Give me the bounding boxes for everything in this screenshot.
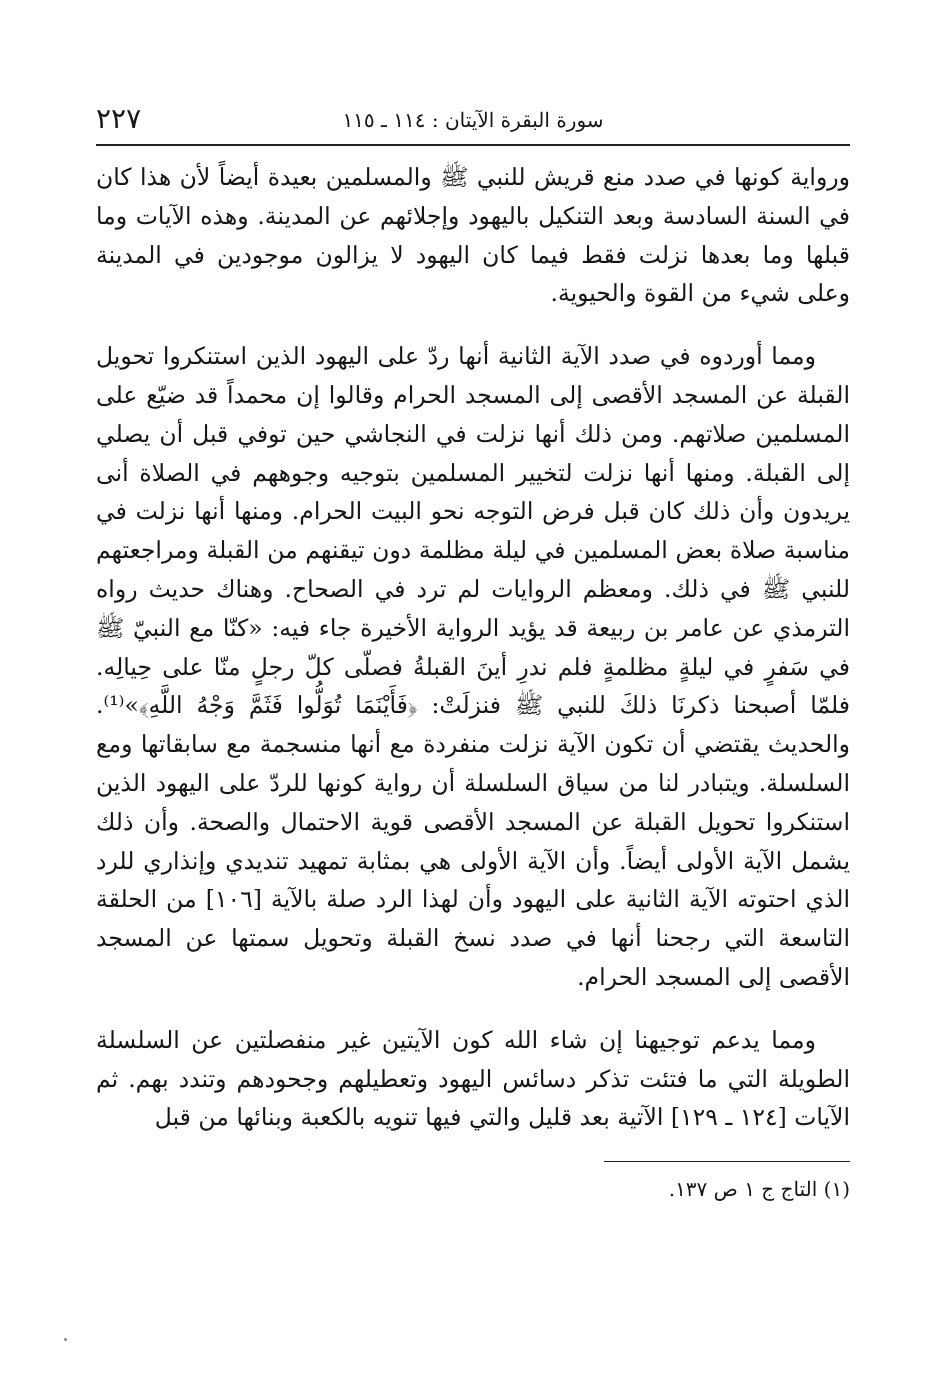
page-header (96, 100, 850, 140)
body-text (96, 158, 850, 1137)
footnote-rule (604, 1161, 850, 1162)
paragraph-3: ومما يدعم توجيهنا إن شاء الله كون الآيتين غير منفصلتين عن السلسلة الطويلة التي ما فتئت تذكر دسائس اليهود وتعطيلهم وجحودهم وتندد بهم. ثم الآيات [١٢٤ ـ ١٢٩] الآتية بعد قليل والتي فيها تنويه بالكعبة وبنائها من قبل (96, 1025, 850, 1132)
paragraph-1: ورواية كونها في صدد منع قريش للنبي ﷺ والمسلمين بعيدة أيضاً لأن هذا كان في السنة السادسة وبعد التنكيل باليهود وإجلائهم عن المدينة. وهذه الآيات وما قبلها وما بعدها نزلت فقط فيما كان اليهود لا يزالون موجودين في المدينة وعلى شيء من القوة والحيوية. (96, 163, 850, 308)
page-number: ٢٢٧ (96, 102, 142, 135)
running-title: سورة البقرة الآيتان : ١١٤ ـ ١١٥ (342, 108, 604, 132)
header-rule (96, 144, 850, 146)
footnote: (١) التاج ج ١ ص ١٣٧. (668, 1177, 850, 1202)
scan-speck (64, 1338, 67, 1341)
paragraph-2: ومما أوردوه في صدد الآية الثانية أنها ردّ على اليهود الذين استنكروا تحويل القبلة عن المسجد الأقصى إلى المسجد الحرام وقالوا إن محمداً قد ضيّع على المسلمين صلاتهم. ومن ذلك أنها نزلت في النجاشي حين توفي قبل أن يصلي إلى القبلة. ومنها أنها نزلت لتخيير المسلمين بتوجيه وجوههم في الصلاة أنى يريدون وأن ذلك كان قبل فرض التوجه نحو البيت الحرام. ومنها أنها نزلت في مناسبة صلاة بعض المسلمين في ليلة مظلمة دون تيقنهم من القبلة ومراجعتهم للنبي ﷺ في ذلك. ومعظم الروايات لم ترد في الصحاح. وهناك حديث رواه الترمذي عن عامر بن ربيعة قد يؤيد الرواية الأخيرة جاء فيه: «كنّا مع النبيّ ﷺ في سَفرٍ في ليلةٍ مظلمةٍ فلم ندرِ أينَ القبلةُ فصلّى كلّ رجلٍ منّا على حِيالِه. فلمّا أصبحنا ذكرنَا ذلكَ للنبي ﷺ فنزلَتْ: ﴿فَأَيْنَمَا تُوَلُّوا فَثَمَّ وَجْهُ اللَّهِ﴾»⁽¹⁾. والحديث يقتضي أن تكون الآية نزلت منفردة مع أنها منسجمة مع سابقاتها ومع السلسلة. ويتبادر لنا من سياق السلسلة أن رواية كونها للردّ على اليهود الذين استنكروا تحويل القبلة عن المسجد الأقصى قوية الاحتمال والصحة. وأن ذلك يشمل الآية الأولى أيضاً. وأن الآية الأولى هي بمثابة تمهيد تنديدي وإنذاري للرد الذي احتوته الآية الثانية على اليهود وأن لهذا الرد صلة بالآية [١٠٦] من الحلقة التاسعة التي رجحنا أنها في صدد نسخ القبلة وتحويل سمتها عن المسجد الأقصى إلى المسجد الحرام. (96, 342, 850, 991)
book-page (96, 100, 850, 1204)
